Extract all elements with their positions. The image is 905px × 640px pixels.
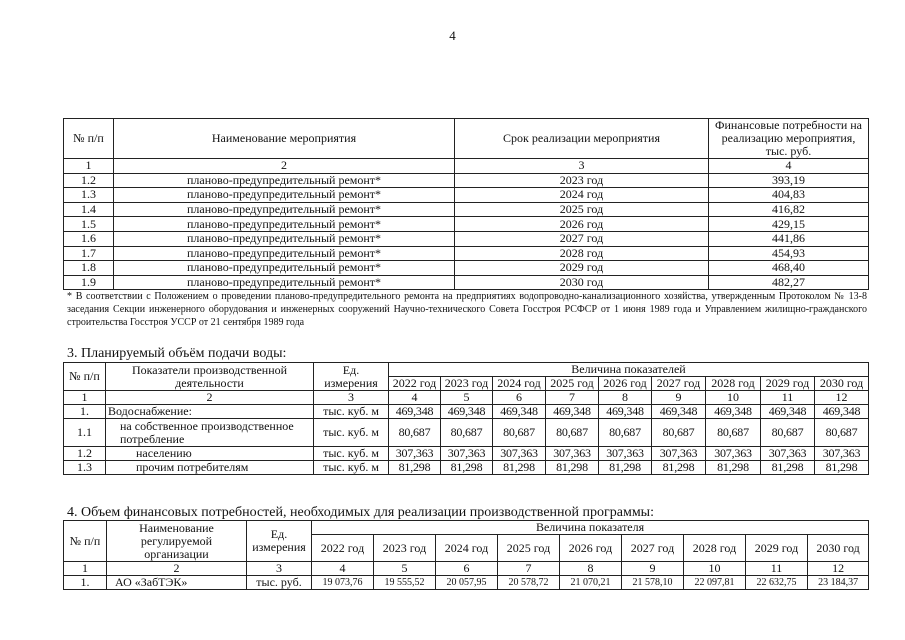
year-header: 2024 год [436,535,498,562]
year-header: 2023 год [441,377,493,391]
row-term: 2026 год [455,217,709,232]
row-unit: тыс. куб. м [314,419,389,447]
row-value: 80,687 [815,419,869,447]
row-term: 2029 год [455,261,709,276]
row-unit: тыс. куб. м [314,461,389,475]
col-number: 8 [560,562,622,576]
row-value: 80,687 [652,419,706,447]
year-header: 2026 год [560,535,622,562]
page-number: 4 [449,28,456,43]
row-term: 2024 год [455,188,709,203]
header-unit: Ед. измерения [314,363,389,391]
row-value: 81,298 [652,461,706,475]
col-number: 7 [546,391,599,405]
header-activity: Наименование мероприятия [114,119,455,159]
table-row [64,217,869,232]
table-row [64,231,869,246]
col-number: 12 [808,562,869,576]
year-header: 2022 год [389,377,441,391]
row-value: 469,348 [599,405,652,419]
header-finance: Финансовые потребности на реализацию мероприятия, тыс. руб. [709,119,869,159]
col-number: 5 [441,391,493,405]
row-value: 21 070,21 [560,576,622,590]
row-value: 22 097,81 [684,576,746,590]
row-value: 80,687 [706,419,761,447]
column-number-row [64,562,869,576]
row-indicator: на собственное производственное потребление [106,419,314,447]
row-value: 81,298 [761,461,815,475]
row-value: 307,363 [441,447,493,461]
row-num: 1.4 [64,202,114,217]
row-value: 80,687 [389,419,441,447]
row-value: 469,348 [652,405,706,419]
row-amount: 468,40 [709,261,869,276]
header-unit: Ед. измерения [247,521,312,562]
col-number: 1 [64,562,107,576]
col-number: 10 [706,391,761,405]
table-row [64,576,869,590]
table-header-row [64,521,869,535]
footnote: * В соответствии с Положением о проведении планово-предупредительного ремонта на предприятиях водопроводно-канализационного хозяйства, утвержденным Протоколом № 13-8 заседания Секции инженерного оборудования и инженерных сооружений Научно-технического Совета Госстроя РСФСР от 1 июня 1989 года и Управлением жилищно-гражданского строительства Госстроя УССР от 21 сентября 1989 года [67,291,867,328]
row-num: 1.3 [64,461,106,475]
year-header: 2024 год [493,377,546,391]
financial-needs-table [63,520,869,590]
row-amount: 454,93 [709,246,869,261]
row-value: 81,298 [706,461,761,475]
row-amount: 429,15 [709,217,869,232]
year-header: 2030 год [808,535,869,562]
col-number: 9 [622,562,684,576]
row-value: 469,348 [493,405,546,419]
row-value: 23 184,37 [808,576,869,590]
row-activity: планово-предупредительный ремонт* [114,246,455,261]
col-number: 6 [436,562,498,576]
row-value: 469,348 [706,405,761,419]
row-value: 307,363 [652,447,706,461]
header-values: Величина показателей [389,363,869,377]
row-value: 80,687 [761,419,815,447]
row-amount: 441,86 [709,231,869,246]
header-values: Величина показателя [312,521,869,535]
row-org: АО «ЗабТЭК» [107,576,247,590]
row-num: 1.8 [64,261,114,276]
row-value: 22 632,75 [746,576,808,590]
row-value: 307,363 [493,447,546,461]
row-activity: планово-предупредительный ремонт* [114,231,455,246]
row-num: 1.5 [64,217,114,232]
row-unit: тыс. руб. [247,576,312,590]
row-num: 1.7 [64,246,114,261]
table-header-row [64,363,869,377]
table-row [64,188,869,203]
col-number: 8 [599,391,652,405]
row-activity: планово-предупредительный ремонт* [114,261,455,276]
row-value: 81,298 [441,461,493,475]
row-indicator: прочим потребителям [106,461,314,475]
row-activity: планово-предупредительный ремонт* [114,173,455,188]
row-value: 469,348 [389,405,441,419]
row-term: 2025 год [455,202,709,217]
year-header: 2025 год [498,535,560,562]
col-number: 7 [498,562,560,576]
row-value: 307,363 [546,447,599,461]
section-4-title: 4. Объем финансовых потребностей, необходимых для реализации производственной программы: [67,505,654,520]
col-number: 9 [652,391,706,405]
col-number: 11 [761,391,815,405]
col-number: 10 [684,562,746,576]
table-row [64,261,869,276]
table-row [64,246,869,261]
water-supply-table [63,362,869,475]
table-row [64,447,869,461]
row-value: 469,348 [441,405,493,419]
row-value: 307,363 [815,447,869,461]
row-value: 20 057,95 [436,576,498,590]
row-value: 81,298 [493,461,546,475]
table-row [64,202,869,217]
row-amount: 404,83 [709,188,869,203]
row-value: 80,687 [546,419,599,447]
row-value: 81,298 [815,461,869,475]
row-amount: 393,19 [709,173,869,188]
col-number: 2 [107,562,247,576]
row-value: 20 578,72 [498,576,560,590]
col-number: 4 [312,562,374,576]
table-row [64,275,869,290]
row-value: 469,348 [815,405,869,419]
year-header: 2028 год [684,535,746,562]
row-num: 1. [64,405,106,419]
row-num: 1. [64,576,107,590]
table-row [64,405,869,419]
table-row [64,419,869,447]
header-num: № п/п [64,521,107,562]
column-number-row [64,159,869,174]
row-value: 81,298 [599,461,652,475]
row-activity: планово-предупредительный ремонт* [114,217,455,232]
row-amount: 482,27 [709,275,869,290]
col-number: 2 [106,391,314,405]
row-unit: тыс. куб. м [314,447,389,461]
row-num: 1.2 [64,173,114,188]
row-num: 1.1 [64,419,106,447]
row-value: 307,363 [761,447,815,461]
year-header: 2029 год [746,535,808,562]
year-header: 2023 год [374,535,436,562]
row-num: 1.3 [64,188,114,203]
row-amount: 416,82 [709,202,869,217]
year-header: 2027 год [652,377,706,391]
row-value: 307,363 [706,447,761,461]
row-value: 19 555,52 [374,576,436,590]
header-num: № п/п [64,363,106,391]
row-value: 80,687 [493,419,546,447]
col-number: 11 [746,562,808,576]
col-number: 1 [64,159,114,174]
row-value: 21 578,10 [622,576,684,590]
row-value: 19 073,76 [312,576,374,590]
col-number: 5 [374,562,436,576]
row-num: 1.2 [64,447,106,461]
table-row [64,173,869,188]
table-row [64,461,869,475]
activities-table [63,118,869,290]
row-activity: планово-предупредительный ремонт* [114,188,455,203]
year-header: 2025 год [546,377,599,391]
year-header: 2026 год [599,377,652,391]
row-value: 307,363 [389,447,441,461]
row-term: 2030 год [455,275,709,290]
col-number: 4 [709,159,869,174]
col-number: 12 [815,391,869,405]
row-value: 81,298 [546,461,599,475]
header-num: № п/п [64,119,114,159]
row-num: 1.6 [64,231,114,246]
row-value: 307,363 [599,447,652,461]
column-number-row [64,391,869,405]
row-value: 81,298 [389,461,441,475]
row-indicator: Водоснабжение: [106,405,314,419]
year-header: 2028 год [706,377,761,391]
col-number: 3 [247,562,312,576]
col-number: 2 [114,159,455,174]
header-term: Срок реализации мероприятия [455,119,709,159]
row-indicator: населению [106,447,314,461]
row-value: 80,687 [599,419,652,447]
header-indicator: Показатели производственной деятельности [106,363,314,391]
col-number: 3 [314,391,389,405]
col-number: 1 [64,391,106,405]
row-value: 469,348 [546,405,599,419]
table-header-row [64,119,869,159]
row-activity: планово-предупредительный ремонт* [114,275,455,290]
year-header: 2022 год [312,535,374,562]
header-org: Наименование регулируемой организации [107,521,247,562]
row-num: 1.9 [64,275,114,290]
year-header: 2030 год [815,377,869,391]
year-header: 2027 год [622,535,684,562]
col-number: 4 [389,391,441,405]
row-activity: планово-предупредительный ремонт* [114,202,455,217]
col-number: 3 [455,159,709,174]
row-value: 80,687 [441,419,493,447]
section-3-title: 3. Планируемый объём подачи воды: [67,346,287,361]
row-term: 2028 год [455,246,709,261]
col-number: 6 [493,391,546,405]
row-unit: тыс. куб. м [314,405,389,419]
row-value: 469,348 [761,405,815,419]
row-term: 2027 год [455,231,709,246]
row-term: 2023 год [455,173,709,188]
year-header: 2029 год [761,377,815,391]
